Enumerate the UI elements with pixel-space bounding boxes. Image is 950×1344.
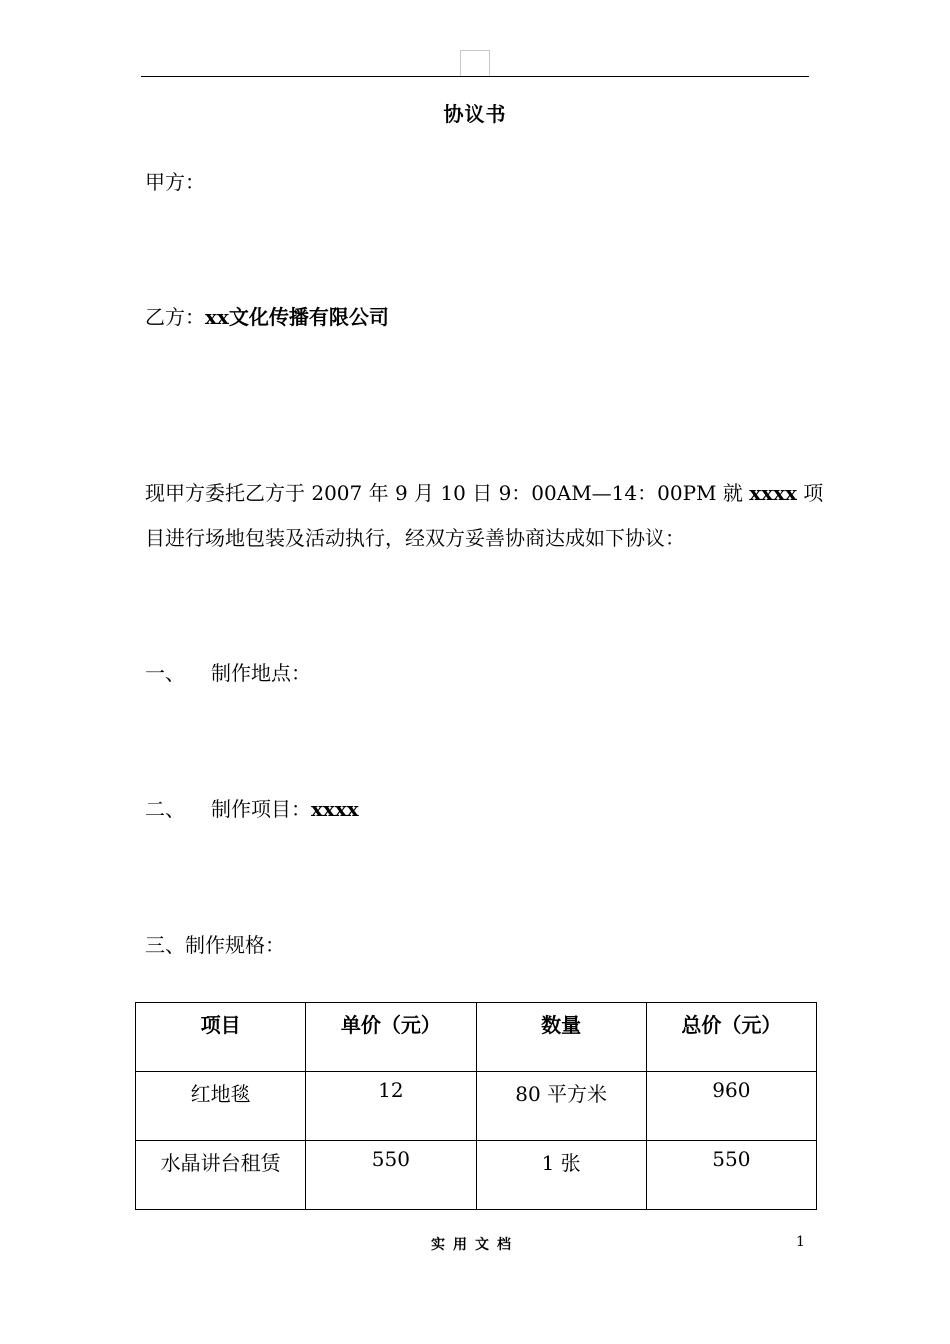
page-number: 1 [796, 1234, 805, 1250]
table-cell: 水晶讲台租赁 [136, 1141, 306, 1210]
table-header-row [136, 1003, 817, 1072]
party-a-label: 甲方： [145, 170, 205, 194]
header-box [460, 50, 490, 77]
footer-text: 实用文档 [431, 1237, 519, 1253]
table-cell: 550 [306, 1141, 476, 1210]
table-cell: 960 [646, 1072, 816, 1141]
table-cell: 1 张 [476, 1141, 646, 1210]
section-2-label: 制作项目： [211, 797, 311, 821]
table-header-cell: 数量 [476, 1003, 646, 1072]
table-row [136, 1141, 817, 1210]
intro-line1-pre: 现甲方委托乙方于 2007 年 9 月 10 日 9：00AM—14：00PM 就 [145, 481, 750, 505]
intro-line-2: 目进行场地包装及活动执行，经双方妥善协商达成如下协议： [145, 526, 685, 550]
section-1-label: 制作地点： [211, 661, 311, 685]
table-header-cell: 单价（元） [306, 1003, 476, 1072]
section-3 [145, 933, 285, 957]
section-2 [145, 797, 359, 821]
section-2-number: 二、 [145, 797, 185, 821]
table-header-cell: 总价（元） [646, 1003, 816, 1072]
intro-line1-post: 项 [796, 481, 824, 505]
section-2-value: xxxx [311, 797, 359, 821]
section-3-label: 三、制作规格： [145, 933, 285, 957]
spec-table [135, 1002, 817, 1210]
intro-line-1 [145, 481, 823, 505]
table-row [136, 1072, 817, 1141]
table-cell: 红地毯 [136, 1072, 306, 1141]
section-1-number: 一、 [145, 661, 185, 685]
table-header-cell: 项目 [136, 1003, 306, 1072]
party-b-line [145, 305, 389, 329]
section-1 [145, 661, 311, 685]
table-cell: 550 [646, 1141, 816, 1210]
party-a-line [145, 170, 205, 194]
table-cell: 12 [306, 1072, 476, 1141]
intro-line1-project: xxxx [749, 481, 797, 505]
party-b-label: 乙方： [145, 305, 205, 329]
table-cell: 80 平方米 [476, 1072, 646, 1141]
party-b-name: xx文化传播有限公司 [205, 305, 389, 329]
header-rule [141, 76, 809, 77]
document-title: 协议书 [443, 102, 507, 126]
